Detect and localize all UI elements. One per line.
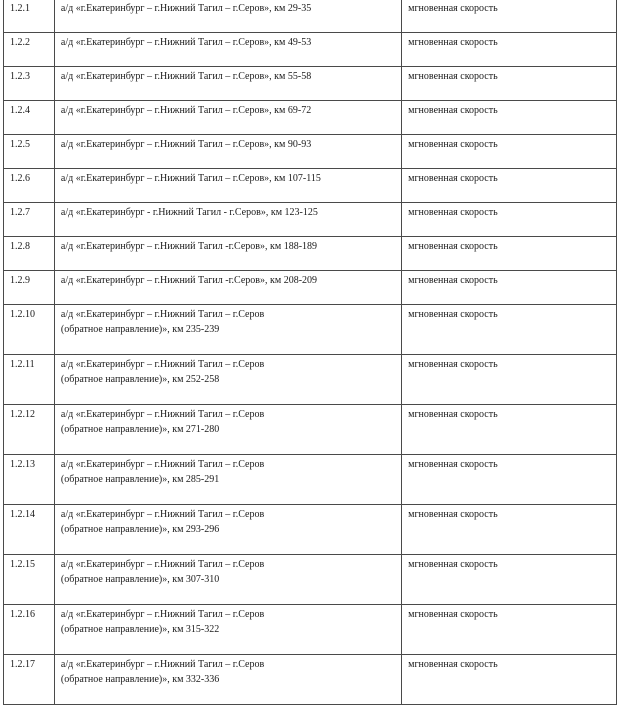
road-section: а/д «г.Екатеринбург – г.Нижний Тагил -г.Серов», км 208-209 [54, 271, 401, 305]
row-number: 1.2.5 [4, 135, 55, 169]
row-number: 1.2.14 [4, 505, 55, 555]
road-section: а/д «г.Екатеринбург – г.Нижний Тагил – г.Серов (обратное направление)», км 271-280 [54, 405, 401, 455]
table-row [4, 305, 617, 355]
speed-control-table [3, 0, 617, 705]
control-type: мгновенная скорость [402, 271, 617, 305]
control-type: мгновенная скорость [402, 237, 617, 271]
control-type: мгновенная скорость [402, 135, 617, 169]
row-number: 1.2.6 [4, 169, 55, 203]
control-type: мгновенная скорость [402, 405, 617, 455]
control-type: мгновенная скорость [402, 203, 617, 237]
table-row [4, 455, 617, 505]
control-type: мгновенная скорость [402, 505, 617, 555]
road-section: а/д «г.Екатеринбург – г.Нижний Тагил – г.Серов (обратное направление)», км 332-336 [54, 655, 401, 705]
row-number: 1.2.15 [4, 555, 55, 605]
road-section: а/д «г.Екатеринбург – г.Нижний Тагил – г.Серов (обратное направление)», км 315-322 [54, 605, 401, 655]
row-number: 1.2.12 [4, 405, 55, 455]
road-section: а/д «г.Екатеринбург – г.Нижний Тагил – г.Серов», км 107-115 [54, 169, 401, 203]
road-section: а/д «г.Екатеринбург – г.Нижний Тагил -г.Серов», км 188-189 [54, 237, 401, 271]
row-number: 1.2.2 [4, 33, 55, 67]
road-section: а/д «г.Екатеринбург - г.Нижний Тагил - г.Серов», км 123-125 [54, 203, 401, 237]
table-row [4, 555, 617, 605]
road-section: а/д «г.Екатеринбург – г.Нижний Тагил – г.Серов (обратное направление)», км 307-310 [54, 555, 401, 605]
control-type: мгновенная скорость [402, 67, 617, 101]
table-row [4, 355, 617, 405]
road-section: а/д «г.Екатеринбург – г.Нижний Тагил – г.Серов», км 29-35 [54, 0, 401, 33]
road-section: а/д «г.Екатеринбург – г.Нижний Тагил – г.Серов», км 55-58 [54, 67, 401, 101]
table-row [4, 505, 617, 555]
road-section: а/д «г.Екатеринбург – г.Нижний Тагил – г.Серов (обратное направление)», км 252-258 [54, 355, 401, 405]
control-type: мгновенная скорость [402, 0, 617, 33]
table-row [4, 405, 617, 455]
table-row [4, 169, 617, 203]
road-section: а/д «г.Екатеринбург – г.Нижний Тагил – г.Серов», км 69-72 [54, 101, 401, 135]
control-type: мгновенная скорость [402, 455, 617, 505]
row-number: 1.2.10 [4, 305, 55, 355]
road-section: а/д «г.Екатеринбург – г.Нижний Тагил – г.Серов», км 49-53 [54, 33, 401, 67]
road-section: а/д «г.Екатеринбург – г.Нижний Тагил – г.Серов (обратное направление)», км 285-291 [54, 455, 401, 505]
control-type: мгновенная скорость [402, 305, 617, 355]
control-type: мгновенная скорость [402, 101, 617, 135]
control-type: мгновенная скорость [402, 605, 617, 655]
row-number: 1.2.7 [4, 203, 55, 237]
table-row [4, 0, 617, 33]
table-row [4, 67, 617, 101]
control-type: мгновенная скорость [402, 655, 617, 705]
table-row [4, 655, 617, 705]
row-number: 1.2.17 [4, 655, 55, 705]
road-section: а/д «г.Екатеринбург – г.Нижний Тагил – г.Серов», км 90-93 [54, 135, 401, 169]
row-number: 1.2.8 [4, 237, 55, 271]
row-number: 1.2.9 [4, 271, 55, 305]
control-type: мгновенная скорость [402, 555, 617, 605]
table-row [4, 203, 617, 237]
road-section: а/д «г.Екатеринбург – г.Нижний Тагил – г.Серов (обратное направление)», км 235-239 [54, 305, 401, 355]
control-type: мгновенная скорость [402, 33, 617, 67]
row-number: 1.2.3 [4, 67, 55, 101]
row-number: 1.2.16 [4, 605, 55, 655]
row-number: 1.2.4 [4, 101, 55, 135]
road-section: а/д «г.Екатеринбург – г.Нижний Тагил – г.Серов (обратное направление)», км 293-296 [54, 505, 401, 555]
table-row [4, 101, 617, 135]
table-row [4, 605, 617, 655]
table-row [4, 237, 617, 271]
row-number: 1.2.1 [4, 0, 55, 33]
table-row [4, 135, 617, 169]
row-number: 1.2.11 [4, 355, 55, 405]
table-row [4, 33, 617, 67]
control-type: мгновенная скорость [402, 355, 617, 405]
control-type: мгновенная скорость [402, 169, 617, 203]
table-row [4, 271, 617, 305]
row-number: 1.2.13 [4, 455, 55, 505]
